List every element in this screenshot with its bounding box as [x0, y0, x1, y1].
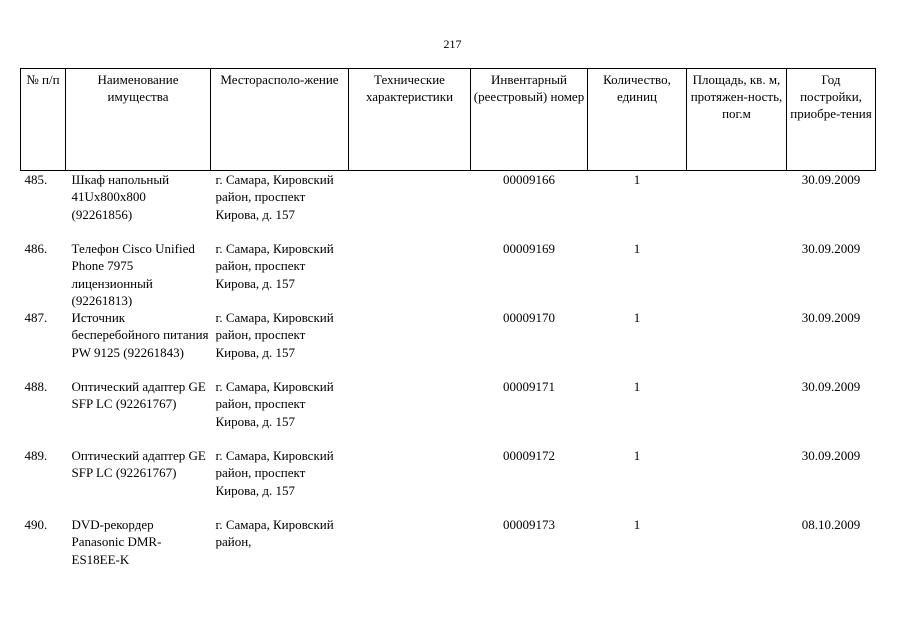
- row-location: г. Самара, Кировский район,: [215, 517, 334, 550]
- header-year: Год постройки, приобре-тения: [787, 69, 876, 171]
- row-name: Шкаф напольный 41Ux800x800 (92261856): [71, 172, 170, 222]
- row-date: 08.10.2009: [801, 517, 861, 533]
- row-area: [687, 240, 787, 309]
- row-qty: 1: [633, 172, 641, 187]
- row-name: Оптический адаптер GE SFP LC (92261767): [71, 379, 206, 412]
- header-inv: Инвентарный (реестровый) номер: [471, 69, 588, 171]
- table-row: [21, 378, 876, 447]
- row-num: 485.: [24, 172, 48, 187]
- row-name: Телефон Cisco Unified Phone 7975 лицензионный (92261813): [71, 241, 195, 308]
- table-row: [21, 447, 876, 516]
- row-qty: 1: [633, 517, 641, 533]
- header-tech: Технические характеристики: [349, 69, 471, 171]
- row-date: 30.09.2009: [801, 379, 861, 395]
- row-num: 490.: [24, 517, 48, 533]
- row-location: г. Самара, Кировский район, проспект Кирова, д. 157: [215, 310, 334, 360]
- table-row: [21, 516, 876, 585]
- table-row: [21, 309, 876, 378]
- header-area: Площадь, кв. м, протяжен-ность, пог.м: [687, 69, 787, 171]
- row-inv: 00009171: [503, 379, 555, 395]
- row-inv: 00009173: [503, 517, 555, 533]
- row-date: 30.09.2009: [801, 448, 861, 464]
- row-tech: [349, 516, 471, 585]
- table-row: [21, 171, 876, 241]
- row-area: [687, 309, 787, 378]
- row-inv: 00009172: [503, 448, 555, 464]
- row-location: г. Самара, Кировский район, проспект Кирова, д. 157: [215, 172, 334, 222]
- row-tech: [349, 171, 471, 241]
- row-tech: [349, 240, 471, 309]
- row-name: Оптический адаптер GE SFP LC (92261767): [71, 448, 206, 481]
- row-num: 488.: [24, 379, 48, 395]
- row-area: [687, 171, 787, 241]
- row-num: 486.: [24, 241, 48, 256]
- row-area: [687, 378, 787, 447]
- row-location: г. Самара, Кировский район, проспект Кирова, д. 157: [215, 241, 334, 291]
- row-date: 30.09.2009: [801, 310, 861, 326]
- row-date: 30.09.2009: [801, 172, 861, 187]
- row-inv: 00009166: [503, 172, 555, 187]
- row-area: [687, 516, 787, 585]
- row-qty: 1: [633, 310, 641, 326]
- header-row: [21, 69, 876, 171]
- row-name: Источник бесперебойного питания PW 9125 (92261843): [71, 310, 209, 360]
- row-tech: [349, 447, 471, 516]
- page-number: 217: [443, 37, 462, 51]
- row-num: 489.: [24, 448, 48, 464]
- row-num: 487.: [24, 310, 48, 326]
- row-tech: [349, 378, 471, 447]
- row-tech: [349, 309, 471, 378]
- header-name: Наименование имущества: [66, 69, 211, 171]
- header-qty: Количество, единиц: [588, 69, 687, 171]
- row-area: [687, 447, 787, 516]
- row-location: г. Самара, Кировский район, проспект Кирова, д. 157: [215, 379, 334, 429]
- row-inv: 00009170: [503, 310, 555, 326]
- property-table: [20, 68, 876, 585]
- header-location: Месторасполо-жение: [211, 69, 349, 171]
- row-name: DVD-рекордер Panasonic DMR-ES18EE-K: [71, 517, 162, 567]
- row-qty: 1: [633, 448, 641, 464]
- header-num: № п/п: [21, 69, 66, 171]
- row-qty: 1: [633, 241, 641, 256]
- row-date: 30.09.2009: [801, 241, 861, 256]
- table-row: [21, 240, 876, 309]
- row-location: г. Самара, Кировский район, проспект Кирова, д. 157: [215, 448, 334, 498]
- row-inv: 00009169: [503, 241, 555, 256]
- row-qty: 1: [633, 379, 641, 395]
